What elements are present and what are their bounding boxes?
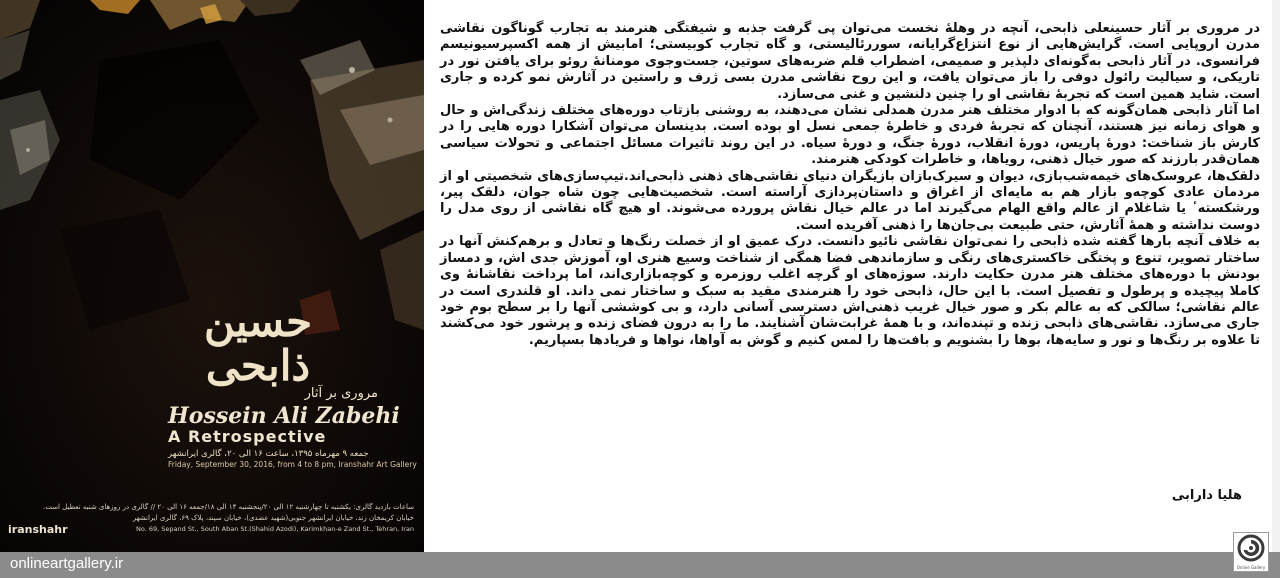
poster-en-date: Friday, September 30, 2016, from 4 to 8 pm, Iranshahr Art Gallery [168,460,417,469]
logo-caption: Online Gallery [1236,565,1266,570]
poster-address-en: No. 69, Sepand St., South Aban St.(Shahid Azodi), Karimkhan-e Zand St., Tehran, Iran [136,525,414,533]
poster-visiting-hours: ساعات بازدید گالری: یکشنبه تا چهارشنبه ۱۲ الی ۲۰/پنجشنبه ۱۴ الی ۱۸/جمعه ۱۶ الی ۲۰ // گالری در روزهای شنبه تعطیل است. [43,503,414,511]
poster-address-fa: خیابان کریمخان زند، خیابان ایرانشهر جنوبی(شهید عضدی)، خیابان سپند، پلاک ۶۹، گالری ایرانشهر [132,514,414,522]
gallery-brand: iranshahr [8,524,68,535]
poster-painting [0,0,424,552]
article-author: هلیا دارابی [1171,488,1242,503]
article-paragraph: به خلاف آنچه بارها گفته شده ذابحی را نمی‌توان نقاشی نائیو دانست. درک عمیق او از خصلت رنگ‌ها و تعادل و برهم‌کنش آنها در ساختار تصویر، تنوع و پختگی خاکستری‌های رنگی و سازماندهی فضا همگی از شناخت وسیع هنری او، آموزش جدی اش، و دمساز بودنش با دوره‌های مختلف هنر مدرن حکایت دارند. سوژه‌های او گرچه اغلب روزمره و کوچه‌بازاری‌اند، اما پرداخت نقاشانهٔ وی کاملا پیچیده و پرطول و تفصیل است. با این حال، ذابحی خود را هنرمندی مقید به سبک و ساختار نمی داند. او قلندری است در عالم نقاشی؛ سالکی که به عالم بکر و صور خیال غریب ذهنی‌اش دسترسی آسانی دارد، و بی کوششی آنها را بر سطح بوم خود جاری می‌سازد. نقاشی‌های ذابحی زنده و تپنده‌اند، و با همهٔ غرابت‌شان آشنایند. ما را به درون فضای زنده و پرشور خود می‌کشند تا علاوه بر رنگ‌ها و نور و سایه‌ها، بوها را بشنویم و بافت‌ها را لمس کنیم و گوش به آواها، نواها و فریادها بسپاریم. [440,234,1260,348]
article-body [440,21,1260,349]
article-panel [424,0,1272,552]
gallery-logo-icon[interactable] [1233,532,1269,572]
poster-fa-subtitle: مروری بر آثار [304,386,378,401]
poster-title-block [168,297,417,469]
poster-en-name: Hossein Ali Zabehi [168,403,400,429]
site-url-link[interactable]: onlineartgallery.ir [10,555,124,572]
exhibition-poster [0,0,424,552]
poster-en-subtitle: A Retrospective [168,427,327,446]
poster-footer [8,502,414,535]
article-paragraph: دلقک‌ها، عروسک‌های خیمه‌شب‌بازی، دیوان و سیرک‌بازان بازیگران دنیای نقاشی‌های ذهنی ذابحی‌اند.تیپ‌سازی‌های شخصیتی او از مردمان عادی کوچه‌و بازار هم به مایه‌ای از اغراق و داستان‌پردازی آراسته است. شخصیت‌هایی چون شاه جوان، دلقک پیر، ورشکسته ٔ یا شاغلام از عالم واقع الهام می‌گیرند اما در عالم خیال نقاش پرورده می‌شوند. او هیچ گاه نقاشی از روی مدل را دوست نداشته و همهٔ آثارش، حتی طبیعت بی‌جان‌ها را ذهنی آفریده است. [440,168,1260,233]
article-paragraph: در مروری بر آثار حسینعلی ذابحی، آنچه در وهلهٔ نخست می‌توان پی گرفت جذبه و شیفتگی هنرمند به تجارب گوناگون نقاشی مدرن اروپایی است. گرایش‌هایی از نوع انتزاع‌گرایانه، سوررئالیستی، و گاه تجارب کوبیستی؛ امابیش از همه اکسپرسیونیسم فرانسوی. در آثار ذابحی به‌گونه‌ای دلپذیر و صمیمی، اضطراب قلم ضربه‌های سوتین، جست‌وجوی مومنانهٔ روئو برای یافتن نور در تاریکی، و سیالیت رائول دوفی را باز می‌توان یافت، و این روح نقاشی مدرن بسی ژرف و راستین در آثارش نمو کرده و جاری است. شاید همین است که تجربهٔ نقاشی او را چنین دلنشین و غنی می‌سازد. [440,21,1260,102]
poster-address-row [8,524,414,535]
poster-fa-date: جمعه ۹ مهرماه ۱۳۹۵، ساعت ۱۶ الی ۲۰، گالری ایرانشهر [168,449,369,459]
site-footer-bar [0,552,1280,578]
article-paragraph: اما آثار ذابحی همان‌گونه که با ادوار مختلف هنر مدرن همدلی نشان می‌دهند، به روشنی بازتاب دوره‌های مختلف زندگی‌اش و حال و هوای زمانه نیز هستند، آنچنان که تجربهٔ فردی و خاطرهٔ جمعی نسل او بوده است. بدینسان می‌توان آشکارا دوره هایی را در کارش باز شناخت: دورهٔ پاریس، دورهٔ انقلاب، دورهٔ جنگ، و دورهٔ سیاه. در این روند تاثیرات مسائل اجتماعی و تحولات سیاسی همان‌قدر بارزند که صور خیال ذهنی، رویاها، و خاطرات کودکی هنرمند. [440,103,1260,168]
poster-fa-title: حسین ذابحی [203,297,313,390]
